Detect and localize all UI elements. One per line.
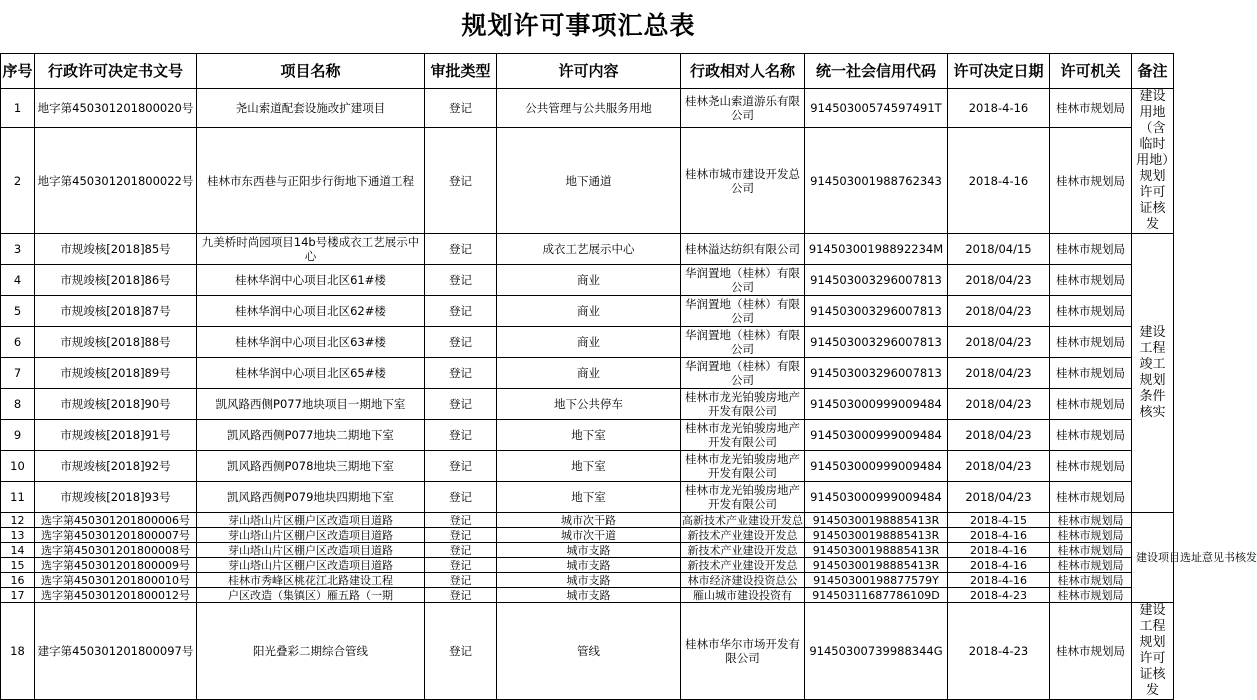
cell-party: 桂林市龙光铂骏房地产开发有限公司 [681,482,805,513]
cell-type: 登记 [425,543,497,558]
cell-type: 登记 [425,420,497,451]
cell-content: 成衣工艺展示中心 [497,234,681,265]
cell-date: 2018-4-16 [948,128,1050,234]
table-row [1,234,1174,265]
cell-project: 桂林市秀峰区桃花江北路建设工程 [197,573,425,588]
cell-party: 雁山城市建设投资有 [681,588,805,603]
cell-project: 芽山塔山片区棚户区改造项目道路 [197,513,425,528]
table-row [1,513,1174,528]
cell-org: 桂林市规划局 [1050,543,1132,558]
cell-code: 91450311687786109D [805,588,948,603]
cell-party: 华润置地（桂林）有限公司 [681,358,805,389]
table-row [1,528,1174,543]
cell-doc: 地字第450301201800022号 [35,128,197,234]
cell-doc: 市规竣核[2018]93号 [35,482,197,513]
cell-party: 桂林市龙光铂骏房地产开发有限公司 [681,389,805,420]
cell-project: 户区改造（集镇区）雁五路（一期 [197,588,425,603]
remarks-completion-check: 建设工程竣工规划条件核实 [1132,234,1174,513]
header-decision-date: 许可决定日期 [948,54,1050,89]
cell-doc: 市规竣核[2018]85号 [35,234,197,265]
cell-date: 2018-4-16 [948,543,1050,558]
cell-content: 地下室 [497,420,681,451]
cell-project: 尧山索道配套设施改扩建项目 [197,89,425,128]
cell-date: 2018/04/23 [948,420,1050,451]
cell-content: 管线 [497,603,681,700]
header-approval-type: 审批类型 [425,54,497,89]
cell-doc: 市规竣核[2018]92号 [35,451,197,482]
cell-no: 14 [1,543,35,558]
cell-org: 桂林市规划局 [1050,573,1132,588]
cell-date: 2018/04/23 [948,296,1050,327]
cell-code: 91450300198885413R [805,558,948,573]
cell-no: 3 [1,234,35,265]
cell-type: 登记 [425,573,497,588]
cell-project: 桂林华润中心项目北区62#楼 [197,296,425,327]
cell-type: 登记 [425,389,497,420]
cell-type: 登记 [425,451,497,482]
cell-org: 桂林市规划局 [1050,265,1132,296]
cell-no: 15 [1,558,35,573]
cell-no: 17 [1,588,35,603]
remarks-site-selection: 建设项目选址意见书核发 [1132,513,1174,603]
cell-content: 商业 [497,265,681,296]
header-project-name: 项目名称 [197,54,425,89]
cell-type: 登记 [425,234,497,265]
cell-no: 12 [1,513,35,528]
cell-project: 桂林华润中心项目北区65#楼 [197,358,425,389]
cell-org: 桂林市规划局 [1050,327,1132,358]
cell-project: 凯风路西侧P077地块二期地下室 [197,420,425,451]
cell-project: 凯风路西侧P078地块三期地下室 [197,451,425,482]
cell-content: 城市支路 [497,558,681,573]
cell-no: 18 [1,603,35,700]
cell-org: 桂林市规划局 [1050,389,1132,420]
cell-doc: 市规竣核[2018]88号 [35,327,197,358]
cell-content: 城市支路 [497,588,681,603]
cell-party: 华润置地（桂林）有限公司 [681,296,805,327]
cell-doc: 选字第450301201800007号 [35,528,197,543]
table-row [1,389,1174,420]
cell-code: 91450300198892234M [805,234,948,265]
cell-party: 新技术产业建设开发总 [681,543,805,558]
remarks-construction-permit: 建设工程规划许可证核发 [1132,603,1174,700]
cell-type: 登记 [425,89,497,128]
cell-doc: 选字第450301201800008号 [35,543,197,558]
cell-type: 登记 [425,528,497,543]
cell-content: 商业 [497,296,681,327]
table-row [1,128,1174,234]
table-row [1,603,1174,700]
cell-no: 8 [1,389,35,420]
remarks-land-use: 建设用地（含临时用地）规划许可证核发 [1132,89,1174,234]
cell-org: 桂林市规划局 [1050,482,1132,513]
cell-party: 高新技术产业建设开发总 [682,513,803,527]
table-row [1,265,1174,296]
cell-code: 914503001988762343 [805,128,948,234]
cell-content: 地下通道 [497,128,681,234]
cell-date: 2018/04/23 [948,389,1050,420]
cell-code: 91450300739988344G [805,603,948,700]
cell-type: 登记 [425,358,497,389]
cell-code: 914503000999009484 [805,482,948,513]
cell-party: 桂林市龙光铂骏房地产开发有限公司 [681,451,805,482]
header-counterparty: 行政相对人名称 [681,54,805,89]
permit-summary-table [0,53,1257,700]
cell-content: 地下室 [497,482,681,513]
cell-org: 桂林市规划局 [1050,358,1132,389]
cell-code: 914503003296007813 [805,327,948,358]
cell-date: 2018/04/23 [948,451,1050,482]
cell-party: 新技术产业建设开发总 [681,558,805,573]
cell-date: 2018-4-23 [948,603,1050,700]
table-row [1,358,1174,389]
table-row [1,327,1174,358]
cell-doc: 地字第450301201800020号 [35,89,197,128]
cell-content: 城市次干道 [497,528,681,543]
cell-org: 桂林市规划局 [1050,603,1132,700]
cell-doc: 选字第450301201800010号 [35,573,197,588]
cell-doc: 选字第450301201800009号 [35,558,197,573]
cell-no: 16 [1,573,35,588]
cell-date: 2018/04/23 [948,327,1050,358]
table-row [1,588,1174,603]
cell-code: 914503003296007813 [805,296,948,327]
cell-org: 桂林市规划局 [1050,234,1132,265]
cell-party: 桂林市城市建设开发总公司 [681,128,805,234]
cell-project: 芽山塔山片区棚户区改造项目道路 [197,528,425,543]
table-row [1,296,1174,327]
cell-no: 6 [1,327,35,358]
cell-content: 城市支路 [497,573,681,588]
cell-content: 公共管理与公共服务用地 [497,89,681,128]
cell-code: 914503000999009484 [805,451,948,482]
cell-content: 城市次干路 [497,513,681,528]
cell-date: 2018-4-16 [948,573,1050,588]
cell-doc: 选字第450301201800012号 [35,588,197,603]
cell-code: 914503000999009484 [805,389,948,420]
cell-date: 2018-4-23 [948,588,1050,603]
table-row [1,420,1174,451]
page-title: 规划许可事项汇总表 [461,11,696,40]
header-remarks: 备注 [1132,54,1174,89]
cell-org: 桂林市规划局 [1050,420,1132,451]
cell-project: 芽山塔山片区棚户区改造项目道路 [197,543,425,558]
cell-project: 凯风路西侧P079地块四期地下室 [197,482,425,513]
cell-type: 登记 [425,513,497,528]
cell-doc: 市规竣核[2018]87号 [35,296,197,327]
header-permit-content: 许可内容 [497,54,681,89]
cell-code: 914503003296007813 [805,358,948,389]
cell-code: 91450300198885413R [805,528,948,543]
cell-content: 地下公共停车 [497,389,681,420]
cell-no: 13 [1,528,35,543]
cell-type: 登记 [425,588,497,603]
cell-org: 桂林市规划局 [1050,128,1132,234]
cell-type: 登记 [425,265,497,296]
cell-type: 登记 [425,482,497,513]
cell-doc: 选字第450301201800006号 [35,513,197,528]
cell-date: 2018/04/23 [948,482,1050,513]
header-authority: 许可机关 [1050,54,1132,89]
cell-content: 地下室 [497,451,681,482]
cell-project: 桂林市东西巷与正阳步行街地下通道工程 [197,128,425,234]
cell-code: 914503000999009484 [805,420,948,451]
cell-party: 桂林尧山索道游乐有限公司 [681,89,805,128]
cell-party: 桂林溢达纺织有限公司 [681,234,805,265]
cell-date: 2018/04/23 [948,358,1050,389]
header-row [1,54,1174,89]
cell-date: 2018-4-16 [948,558,1050,573]
cell-code: 914503003296007813 [805,265,948,296]
cell-org: 桂林市规划局 [1050,513,1132,528]
cell-content: 城市支路 [497,543,681,558]
cell-org: 桂林市规划局 [1050,528,1132,543]
cell-type: 登记 [425,603,497,700]
cell-date: 2018-4-16 [948,528,1050,543]
cell-no: 7 [1,358,35,389]
cell-project: 凯风路西侧P077地块项目一期地下室 [197,389,425,420]
cell-project: 阳光叠彩二期综合管线 [197,603,425,700]
cell-doc: 市规竣核[2018]86号 [35,265,197,296]
cell-project: 九美桥时尚园项目14b号楼成衣工艺展示中心 [197,234,425,265]
cell-party: 桂林市龙光铂骏房地产开发有限公司 [681,420,805,451]
table-row [1,451,1174,482]
table-row [1,89,1174,128]
cell-no: 1 [1,89,35,128]
cell-no: 5 [1,296,35,327]
cell-project: 桂林华润中心项目北区63#楼 [197,327,425,358]
cell-code: 91450300198877579Y [805,573,948,588]
cell-doc: 市规竣核[2018]90号 [35,389,197,420]
header-doc-number: 行政许可决定书文号 [35,54,197,89]
cell-date: 2018-4-16 [948,89,1050,128]
cell-party: 新技术产业建设开发总 [681,528,805,543]
cell-type: 登记 [425,558,497,573]
cell-no: 2 [1,128,35,234]
cell-project: 桂林华润中心项目北区61#楼 [197,265,425,296]
cell-org: 桂林市规划局 [1050,89,1132,128]
cell-org: 桂林市规划局 [1050,588,1132,603]
cell-no: 11 [1,482,35,513]
cell-org: 桂林市规划局 [1050,296,1132,327]
cell-type: 登记 [425,128,497,234]
cell-party: 华润置地（桂林）有限公司 [681,327,805,358]
cell-project: 芽山塔山片区棚户区改造项目道路 [197,558,425,573]
cell-date: 2018/04/23 [948,265,1050,296]
cell-party: 桂林市华尔市场开发有限公司 [681,603,805,700]
cell-content: 商业 [497,358,681,389]
cell-no: 10 [1,451,35,482]
cell-code: 91450300198885413R [805,513,948,528]
cell-org: 桂林市规划局 [1050,451,1132,482]
cell-no: 9 [1,420,35,451]
cell-content: 商业 [497,327,681,358]
header-no: 序号 [1,54,35,89]
cell-party: 林市经济建设投资总公 [681,573,805,588]
cell-doc: 建字第450301201800097号 [35,603,197,700]
cell-doc: 市规竣核[2018]89号 [35,358,197,389]
cell-code: 91450300574597491T [805,89,948,128]
table-row [1,573,1174,588]
table-row [1,543,1174,558]
cell-type: 登记 [425,296,497,327]
cell-code: 91450300198885413R [805,543,948,558]
cell-type: 登记 [425,327,497,358]
cell-date: 2018/04/15 [948,234,1050,265]
table-row [1,558,1174,573]
header-credit-code: 统一社会信用代码 [805,54,948,89]
cell-date: 2018-4-15 [948,513,1050,528]
cell-party: 华润置地（桂林）有限公司 [681,265,805,296]
cell-doc: 市规竣核[2018]91号 [35,420,197,451]
cell-org: 桂林市规划局 [1050,558,1132,573]
cell-no: 4 [1,265,35,296]
table-row [1,482,1174,513]
